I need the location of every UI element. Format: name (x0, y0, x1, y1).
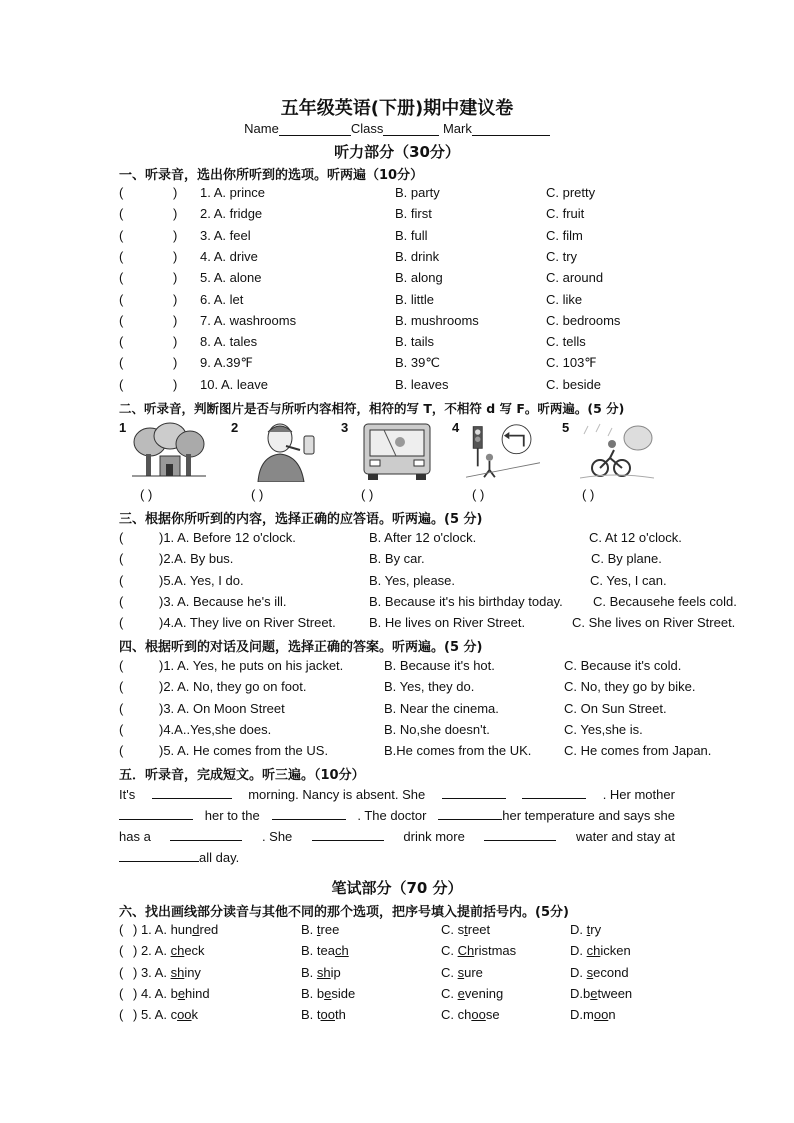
option-c: C. beside (546, 376, 601, 392)
underlined-letters: oo (320, 1007, 335, 1023)
option-c: C. Becausehe feels cold. (593, 593, 737, 609)
option-a: 7. A. washrooms (200, 312, 297, 328)
option-b (301, 1007, 346, 1022)
option-b (301, 943, 349, 958)
question-row (119, 722, 759, 742)
word-part: ry (590, 922, 602, 937)
option-a: )1. A. Before 12 o'clock. (159, 530, 296, 545)
word-part: ) 4. A. b (133, 985, 178, 1001)
word-part: red (199, 922, 219, 937)
option-b: B. mushrooms (395, 312, 479, 328)
section-2-heading: 二、听录音，判断图片是否与所听内容相符，相符的写 T，不相符 d 写 F。听两遍。(5 分) (119, 401, 625, 416)
answer-bracket-close: ) (173, 206, 178, 222)
answer-bracket-close: ) (173, 355, 178, 371)
option-c: C. Yes, I can. (590, 572, 667, 588)
question-row (119, 355, 759, 375)
answer-bracket-open[interactable]: ( (119, 376, 124, 392)
answer-bracket-close: ) (173, 270, 178, 286)
answer-bracket-open[interactable]: ( (119, 312, 124, 328)
answer-bracket-open[interactable]: ( (119, 206, 124, 222)
listening-part-heading: 听力部分（30分） (334, 143, 460, 161)
answer-bracket-open[interactable]: ( (119, 593, 124, 609)
option-a: 1. A. prince (200, 185, 266, 200)
option-b: B. Yes, please. (369, 572, 456, 588)
option-b: B. After 12 o'clock. (369, 530, 477, 545)
underlined-letters: ch (334, 943, 349, 959)
word-part: D.m (570, 1007, 594, 1023)
underlined-letters: e (457, 985, 465, 1001)
underlined-letters: Ch (457, 943, 475, 959)
writing-part-heading: 笔试部分（70 分） (331, 879, 463, 897)
answer-bracket-close: ) (173, 334, 178, 350)
answer-bracket-open[interactable]: ( (119, 700, 124, 716)
underlined-letters: s (586, 964, 594, 980)
option-a: )2.A. By bus. (159, 551, 234, 567)
underlined-letters: e (324, 985, 332, 1001)
answer-bracket-open[interactable]: ( (119, 1007, 124, 1023)
word-part: D. (570, 922, 587, 937)
option-b: B. party (395, 185, 440, 200)
section-1-heading: 一、听录音，选出你所听到的选项。听两遍（10分） (119, 168, 424, 183)
word-part: ree (320, 922, 340, 937)
option-c (441, 986, 503, 1001)
answer-bracket-open[interactable]: ( (119, 615, 124, 631)
fill-blank[interactable] (272, 807, 346, 820)
word-part: C. (441, 943, 458, 959)
question-row (119, 573, 759, 593)
option-a: 4. A. drive (200, 248, 258, 264)
option-b: B. full (395, 227, 428, 243)
picture-number: 4 (452, 420, 460, 435)
question-row (119, 206, 759, 226)
underlined-letters: t (316, 922, 321, 937)
question-row (119, 922, 759, 942)
fill-blank[interactable] (312, 828, 384, 841)
cloze-passage (119, 784, 675, 868)
mark-label: Mark (442, 121, 472, 136)
word-part: ) 2. A. (133, 943, 171, 959)
answer-bracket[interactable]: ( ) (251, 487, 264, 502)
underlined-letters: oo (471, 1007, 486, 1023)
word-part: se (485, 1007, 500, 1023)
answer-bracket-close: ) (173, 248, 178, 264)
question-row (119, 986, 759, 1006)
question-row (119, 270, 759, 290)
option-b: B. No,she doesn't. (384, 721, 490, 737)
option-c: C. She lives on River Street. (572, 615, 736, 631)
picture-number: 2 (231, 420, 239, 435)
answer-bracket-open[interactable]: ( (119, 185, 124, 200)
underlined-letters: e (590, 985, 598, 1001)
option-a: 8. A. tales (200, 334, 258, 350)
passage-line: all day. (119, 847, 675, 868)
word-part: ) 3. A. (133, 964, 171, 980)
answer-bracket-open[interactable]: ( (119, 922, 124, 937)
passage-line: It's morning. Nancy is absent. She . Her mother (119, 787, 675, 802)
section-5-heading: 五．听录音，完成短文。听三遍。（10分） (119, 768, 365, 783)
word-part: ) 1. A. hun (133, 922, 193, 937)
option-a: )3. A. Because he's ill. (159, 593, 287, 609)
class-label: Class (350, 121, 384, 136)
word-part: icken (600, 943, 631, 959)
answer-bracket-open[interactable]: ( (119, 270, 124, 286)
option-c: C. He comes from Japan. (564, 743, 712, 759)
option-c: C. At 12 o'clock. (589, 530, 682, 545)
question-row (119, 679, 759, 699)
option-b: B. Near the cinema. (384, 700, 499, 716)
question-row (119, 965, 759, 985)
option-a: 9. A.39℉ (200, 355, 253, 371)
option-b: B.He comes from the UK. (384, 743, 532, 759)
option-b: B. drink (395, 248, 440, 264)
answer-bracket-open[interactable]: ( (119, 227, 124, 243)
word-part: B. (301, 922, 317, 937)
word-part: B. (301, 964, 317, 980)
answer-bracket-close: ) (173, 376, 178, 392)
question-row (119, 530, 759, 550)
option-c: C. like (546, 291, 583, 307)
fill-blank[interactable] (170, 828, 242, 841)
question-row (119, 1007, 759, 1027)
word-part: C. (441, 964, 458, 980)
word-part: B. t (301, 1007, 321, 1023)
word-part: C. s (441, 922, 465, 937)
option-c: C. By plane. (591, 551, 662, 567)
answer-bracket-open[interactable]: ( (119, 943, 124, 959)
word-part: ure (464, 964, 483, 980)
underlined-letters: e (177, 985, 186, 1001)
section-3-heading: 三、根据你所听到的内容，选择正确的应答语。听两遍。(5 分) (119, 512, 483, 527)
word-part: eck (184, 943, 205, 959)
option-c: C. tells (546, 334, 586, 350)
picture-number: 3 (341, 420, 349, 435)
option-a: )3. A. On Moon Street (159, 700, 285, 716)
option-b (301, 965, 341, 980)
answer-bracket[interactable]: ( ) (361, 487, 374, 502)
question-row (119, 615, 759, 635)
question-row (119, 943, 759, 963)
answer-bracket-open[interactable]: ( (119, 355, 124, 371)
option-a: 3. A. feel (200, 227, 251, 243)
word-part: ristmas (474, 943, 517, 959)
word-part: side (331, 985, 356, 1001)
answer-bracket-open[interactable]: ( (119, 248, 124, 264)
word-part: C. (441, 985, 458, 1001)
option-d (570, 922, 601, 937)
word-part: n (608, 1007, 616, 1023)
answer-bracket-open[interactable]: ( (119, 334, 124, 350)
option-c: C. 103℉ (546, 355, 597, 371)
option-b: B. first (395, 206, 432, 222)
answer-bracket-open[interactable]: ( (119, 985, 124, 1001)
class-blank[interactable] (383, 123, 439, 136)
option-c: C. Yes,she is. (564, 721, 643, 737)
word-part: ) 5. A. c (133, 1007, 178, 1023)
underlined-letters: sh (170, 964, 185, 980)
fill-blank[interactable] (119, 807, 193, 820)
option-b: B. little (395, 291, 435, 307)
answer-bracket-open[interactable]: ( (119, 964, 124, 980)
answer-bracket-close: ) (173, 227, 178, 243)
underlined-letters: d (192, 922, 200, 937)
question-row (119, 334, 759, 354)
option-a: )4.A..Yes,she does. (159, 721, 272, 737)
answer-bracket-close: ) (173, 185, 178, 200)
question-row (119, 292, 759, 312)
picture-number: 1 (119, 420, 127, 435)
question-row (119, 313, 759, 333)
option-b: B. Yes, they do. (384, 679, 475, 695)
word-part: B. tea (301, 943, 335, 959)
option-b: B. 39℃ (395, 355, 440, 371)
option-c: C. On Sun Street. (564, 700, 667, 716)
underlined-letters: t (464, 922, 468, 937)
option-a (133, 1007, 198, 1022)
fill-blank[interactable] (522, 786, 586, 799)
passage-line: has a . She drink more water and stay at (119, 829, 675, 844)
fill-blank[interactable] (484, 828, 556, 841)
option-b: B. Because it's his birthday today. (369, 593, 563, 609)
fill-blank[interactable] (152, 786, 232, 799)
answer-bracket-open[interactable]: ( (119, 743, 124, 759)
word-part: tween (597, 985, 633, 1001)
answer-bracket[interactable]: ( ) (140, 487, 153, 502)
option-c (441, 1007, 500, 1022)
option-d (570, 943, 631, 958)
name-class-mark-line (0, 121, 794, 136)
option-a: 5. A. alone (200, 270, 262, 286)
option-a: 6. A. let (200, 291, 244, 307)
option-a: )4.A. They live on River Street. (159, 615, 336, 631)
passage-line: her to the . The doctor her temperature and says she (119, 805, 675, 826)
answer-bracket-close: ) (173, 312, 178, 328)
traffic-light-turn-left-picture (466, 420, 540, 482)
question-row (119, 551, 759, 571)
option-b (301, 922, 339, 937)
option-b: B. Because it's hot. (384, 658, 495, 673)
word-part: D.b (570, 985, 591, 1001)
option-a: )2. A. No, they go on foot. (159, 679, 307, 695)
bus-picture (360, 420, 434, 482)
underlined-letters: t (586, 922, 591, 937)
option-a (133, 922, 218, 937)
fill-blank[interactable] (442, 786, 506, 799)
option-b: B. along (395, 270, 443, 286)
word-part: k (191, 1007, 199, 1023)
option-a (133, 965, 201, 980)
option-c: C. No, they go by bike. (564, 679, 696, 695)
question-row (119, 743, 759, 763)
option-a: )5. A. He comes from the US. (159, 743, 329, 759)
word-part: iny (184, 964, 201, 980)
answer-bracket-open[interactable]: ( (119, 551, 124, 567)
answer-bracket-open[interactable]: ( (119, 658, 124, 673)
word-part: C. ch (441, 1007, 472, 1023)
option-c: C. around (546, 270, 604, 286)
section-4-heading: 四、根据听到的对话及问题，选择正确的答案。听两遍。(5 分) (119, 640, 483, 655)
answer-bracket-open[interactable]: ( (119, 291, 124, 307)
underlined-letters: s (457, 964, 465, 980)
option-b: B. leaves (395, 376, 449, 392)
option-c: C. pretty (546, 185, 596, 200)
question-row (119, 377, 759, 397)
underlined-letters: ch (170, 943, 185, 959)
page-title: 五年级英语(下册)期中建议卷 (280, 98, 514, 119)
fill-blank[interactable] (119, 849, 199, 862)
option-c: C. try (546, 248, 578, 264)
word-part: econd (593, 964, 629, 980)
option-c (441, 965, 483, 980)
option-c: C. fruit (546, 206, 585, 222)
option-b (301, 986, 355, 1001)
option-c: C. Because it's cold. (564, 658, 682, 673)
word-part: D. (570, 943, 587, 959)
question-row (119, 185, 759, 205)
picture-number: 5 (562, 420, 570, 435)
underlined-letters: sh (316, 964, 331, 980)
option-d (570, 1007, 616, 1022)
name-blank[interactable] (279, 123, 351, 136)
word-part: th (334, 1007, 346, 1023)
option-b: B. He lives on River Street. (369, 615, 526, 631)
name-label: Name (244, 121, 279, 136)
cyclist-rain-picture (580, 420, 654, 482)
underlined-letters: oo (593, 1007, 609, 1023)
word-part: B. b (301, 985, 325, 1001)
mark-blank[interactable] (472, 123, 550, 136)
question-row (119, 249, 759, 269)
trees-house-picture (132, 420, 206, 482)
option-a (133, 943, 205, 958)
option-b: B. By car. (369, 551, 425, 567)
option-b: B. tails (395, 334, 435, 350)
option-c: C. bedrooms (546, 312, 621, 328)
option-c: C. film (546, 227, 583, 243)
option-a: )1. A. Yes, he puts on his jacket. (159, 658, 344, 673)
answer-bracket[interactable]: ( ) (472, 487, 485, 502)
word-part: hind (185, 985, 210, 1001)
answer-bracket[interactable]: ( ) (582, 487, 595, 502)
question-row (119, 658, 759, 678)
option-c (441, 943, 516, 958)
option-a: 10. A. leave (200, 376, 268, 392)
word-part: reet (467, 922, 491, 937)
option-d (570, 986, 632, 1001)
underlined-letters: oo (177, 1007, 192, 1023)
question-row (119, 701, 759, 721)
word-part: ip (330, 964, 341, 980)
option-c (441, 922, 490, 937)
word-part: D. (570, 964, 587, 980)
underlined-letters: ch (586, 943, 601, 959)
question-row (119, 594, 759, 614)
answer-bracket-open[interactable]: ( (119, 721, 124, 737)
man-taking-medicine-picture (250, 420, 324, 482)
answer-bracket-open[interactable]: ( (119, 679, 124, 695)
answer-bracket-close: ) (173, 291, 178, 307)
question-row (119, 228, 759, 248)
option-a (133, 986, 210, 1001)
fill-blank[interactable] (438, 807, 502, 820)
answer-bracket-open[interactable]: ( (119, 530, 124, 545)
option-a: )5.A. Yes, I do. (159, 572, 244, 588)
answer-bracket-open[interactable]: ( (119, 572, 124, 588)
option-d (570, 965, 629, 980)
word-part: vening (464, 985, 504, 1001)
section-6-heading: 六、找出画线部分读音与其他不同的那个选项，把序号填入提前括号内。(5分) (119, 905, 569, 920)
option-a: 2. A. fridge (200, 206, 263, 222)
